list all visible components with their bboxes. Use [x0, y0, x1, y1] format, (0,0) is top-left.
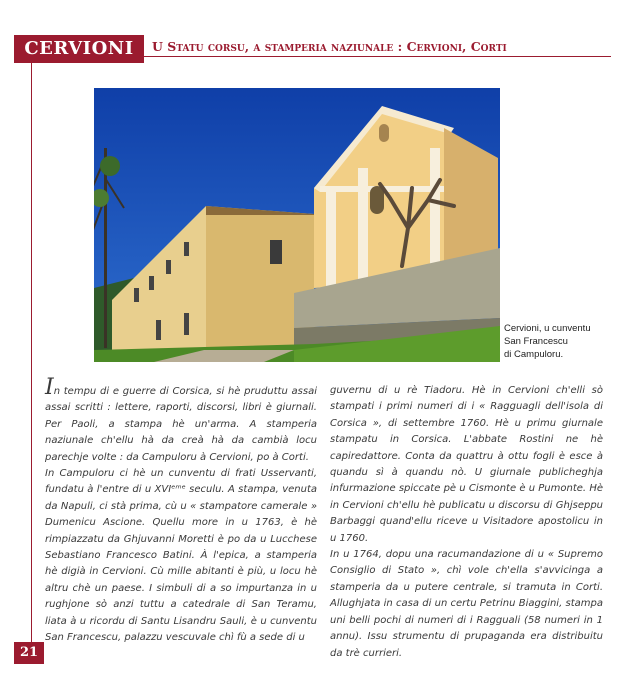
convent-photo: [94, 88, 500, 362]
caption-line: di Campuloru.: [504, 349, 564, 360]
page-header-title: U Statu corsu, a stamperia naziunale : Cervioni, Corti: [152, 39, 507, 54]
text-column-left: [45, 375, 317, 647]
page-number: 21: [14, 642, 44, 664]
photo-caption: [504, 322, 591, 361]
paragraph: In Campuloru ci hè un cunventu di frati Usservanti, fundatu à l'entre di u XVIᵉᵐᵉ seculu. A stampa, venuta da Napuli, ci stà prima, cù u « stampatore camerale » Dumenicu Ascione. Quellu more in u 1763, è hè rimpiazzatu da Ghjuvanni Moretti è po da u Lucchese Sebastiano Francesco Batini. À l'epica, a stamperia hè digià in Cervioni. Cù mille abitanti è più, u locu hè altru chè un paese. I simbuli di a so impurtanza in u rughjone sò anzi tuttu a catedrale di San Teramu, liata à u ricordu di Santu Lisandru Sauli, è u cunventu San Francescu, palazzu vescuvale chì fù a sede di u: [45, 468, 317, 644]
convent-illustration: [94, 88, 500, 362]
paragraph: [45, 375, 317, 466]
paragraph-text: n tempu di e guerre di Corsica, si hè pruduttu assai assai scritti : lettere, raporti, discorsi, libri è giurnali. Per Paoli, a stampa hè un'arma. A stamperia naziunale ch'ellu hà da creà hà da cambià locu parechje volte : da Campuloru à Cervioni, po à Corti.: [45, 386, 317, 463]
drop-cap: I: [45, 375, 54, 400]
caption-line: Cervioni, u cunventu: [504, 323, 591, 334]
section-badge: CERVIONI: [14, 35, 144, 63]
paragraph: In u 1764, dopu una racumandazione di u « Supremo Consiglio di Stato », chì vole ch'ella s'avvicinga a stamperia da u putere centrale, si tramuta in Corti. Allughjata in casa di un certu Petrinu Biaggini, stampa uni belli pochi di numeri di i Ragguali (58 numeri in 1 annu). Issu strumentu di prupaganda era distribuitu da trè currieri.: [330, 549, 603, 659]
margin-rule: [31, 54, 32, 643]
text-column-right: [330, 383, 603, 662]
caption-line: San Francescu: [504, 336, 568, 347]
paragraph: guvernu di u rè Tiadoru. Hè in Cervioni ch'elli sò stampati i primi numeri di i « Ragguagli dell'isola di Corsica », di settembre 1760. Hè u primu giurnale stampatu in Corsica. L'abbate Rostini ne hè capiredattore. Conta da quattru à ottu fogli è esce à quandu sì à quandu nò. U giurnale publicheghja infurmazione spiccate pè u Cismonte è u Pumonte. Hè in Cervioni ch'ellu hè publicatu u discorsu di Ghjseppu Barbaggi quand'ellu riceve u Visitadore apostolicu in u 1760.: [330, 385, 603, 544]
